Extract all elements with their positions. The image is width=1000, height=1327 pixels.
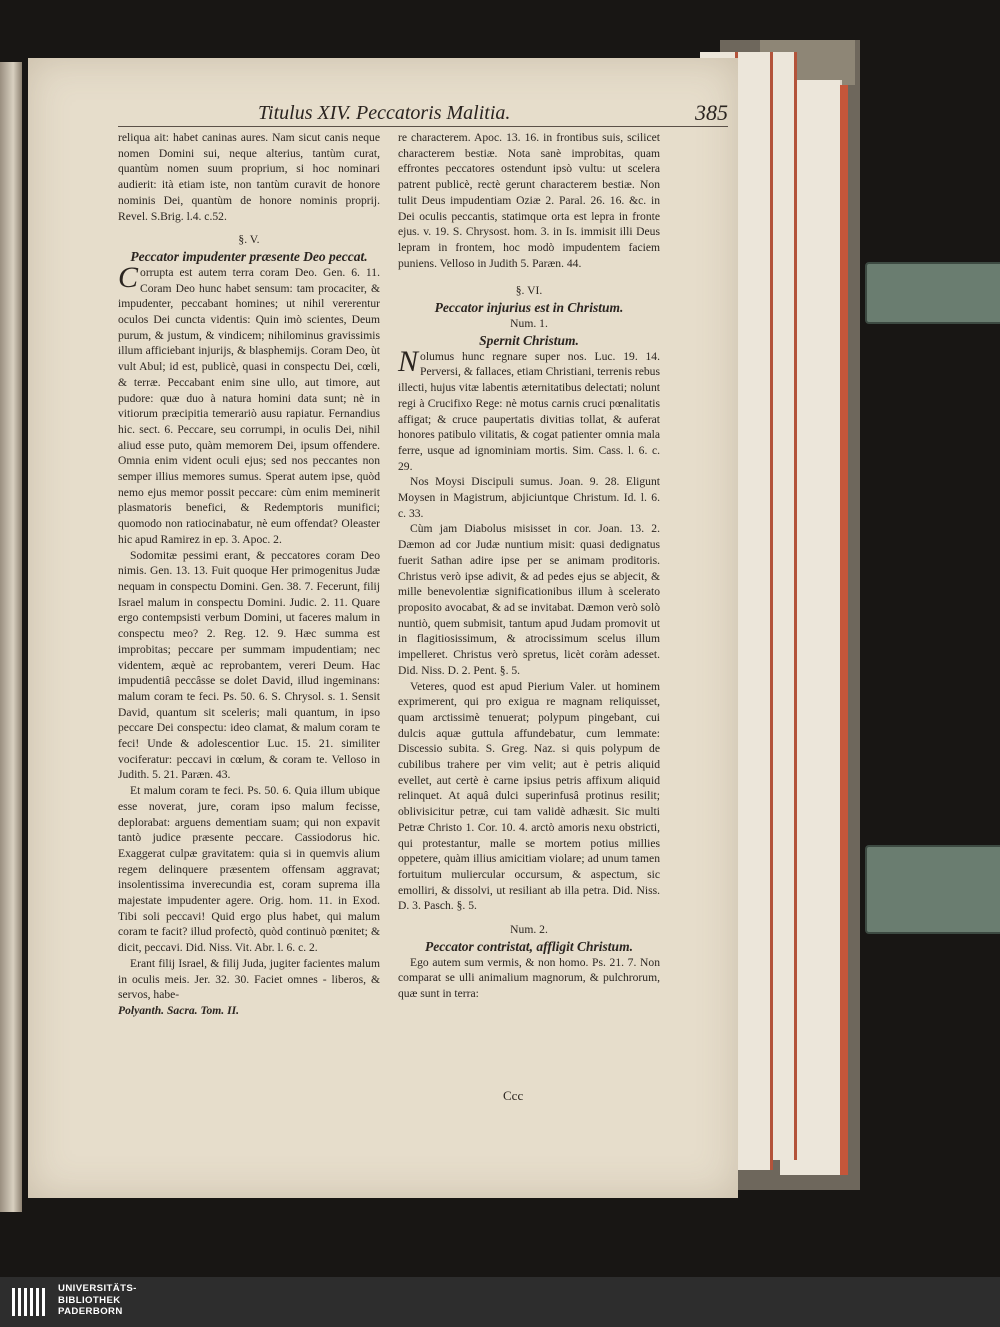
paragraph: reliqua ait: habet caninas aures. Nam sicut canis neque nomen Domini sui, neque alterius, tantùm curat, quantùm nomen suum proprium, si hoc nominari audierit: ità etiam iste, non tantùm curavit de honore nominis Dei, quantùm de honore nominis proprij. Revel. S.Brig. l.4. c.52.: [118, 131, 380, 223]
paragraph: Ego autem sum vermis, & non homo. Ps. 21. 7. Non comparat se ulli animalium magnorum, & pulchrorum, quæ sunt in terra:: [398, 955, 660, 1001]
library-name-line: UNIVERSITÄTS-: [58, 1283, 137, 1294]
page-header: [258, 102, 728, 132]
page-edge-red: [840, 85, 848, 1175]
section-label: §. V.: [238, 233, 260, 247]
header-rule: [118, 126, 728, 127]
previous-page-edge: [0, 62, 22, 1212]
signature-mark: Polyanth. Sacra. Tom. II.: [118, 1003, 240, 1017]
paragraph: Cùm jam Diabolus misisset in cor. Joan. 13. 2. Dæmon ad cor Judæ nuntium misit: quasi dedignatus fuerit Sathan adire ipse per se animam proditoris. Christus verò ipse adivit, & ad pedes ejus se abjecit, & mille benevolentiæ significationibus illum à scelerato proposito avocabat, & ad se invitabat. Dæmon verò solò nuntiò, quem submisit, tantum apud Judam promovit ut in flagitiosissimum, & atrocissimum scelus illum impelleret. Christus verò spretus, licèt coràm adesset. Did. Niss. D. 2. Pent. §. 5.: [398, 522, 660, 677]
section-label: §. VI.: [515, 284, 543, 298]
right-column: [398, 130, 660, 1002]
subsection-title: Spernit Christum.: [479, 332, 579, 348]
number-label: Num. 1.: [510, 317, 548, 331]
paragraph: Veteres, quod est apud Pierium Valer. ut hominem exprimerent, qui pro exigua re magnam reliquisset, quam arctissimè tenuerat; polypum pingebant, cui dulcis aquæ guttula affundebatur, cum lemmate: Discessio subita. S. Greg. Naz. si quis polypum de cubilibus trahere per vim velit; aut è petris aliquid evellet, aut certè è carne ipsius petris affixum aliquid relinquet. At aquâ dulci superinfusâ protinus resilit; oblivisicitur petræ, cui tam validè adhæsit. Sic multi Petræ Christo 1. Cor. 10. 4. arctò amoris nexu obstricti, qui protestantur, malle se mortem potius millies oppetere, quàm illius amicitiam violare; ad unum tamen fortuitum muliercular occursum, & aspectum, sic emolliri, & dissolvi, ut resiliant ab illa petra. Did. Niss. D. 3. Pasch. §. 5.: [398, 679, 660, 913]
section-title: Peccator injurius est in Christum.: [434, 300, 624, 316]
section-title: Peccator impudenter præsente Deo peccat.: [130, 248, 368, 264]
page-number: 385: [695, 100, 728, 125]
library-footer: [0, 1277, 1000, 1327]
paragraph: Erant filij Israel, & filij Juda, jugiter facientes malum in oculis meis. Jer. 32. 30. Faciet omnes - liberos, & servos, habe-: [118, 956, 380, 1002]
paragraph: Nos Moysi Discipuli sumus. Joan. 9. 28. Eligunt Moysen in Magistrum, abjiciuntque Christum. Id. l. 6. c. 33.: [398, 475, 660, 520]
metal-clasp-upper: [865, 262, 1000, 324]
book-page: [28, 58, 738, 1198]
library-name-line: PADERBORN: [58, 1306, 123, 1318]
library-logo-icon: [12, 1287, 48, 1317]
paragraph: re characterem. Apoc. 13. 16. in frontibus suis, scilicet characterem bestiæ. Nota sanè improbitas, quam effrontes peccatores ostendunt ipsò vultu: ut scelera patrent publicè, rectè gerunt characterem bestiæ. Non tulit Deus impudentiam Oziæ 2. Paral. 26. 16. &c. in Dei oculis peccantis, statimque orta est lepra in fronte ejus. v. 19. S. Chrysost. hom. 3. in Is. immisit illi Deus lepram in frontem, hoc modò impudentem faciem puniens. Velloso in Judith 5. Paræn. 44.: [398, 131, 660, 270]
drop-initial: C: [118, 260, 139, 294]
subsection-title: Peccator contristat, affligit Christum.: [425, 938, 633, 954]
left-column: [118, 130, 380, 1019]
metal-clasp-lower: [865, 845, 1000, 934]
number-label: Num. 2.: [510, 923, 548, 937]
library-name-line: BIBLIOTHEK: [58, 1294, 121, 1306]
library-name: [58, 1283, 137, 1318]
paragraph-text: olumus hunc regnare super nos. Luc. 19. 14. Perversi, & fallaces, etiam Christiani, terrenis rebus illecti, hujus vitæ labentis æternitatibus delectati; nolunt regi à Crucifixo Rege: nè motus carnis cruci pœnalitatis affigat; & cruce paupertatis divitias tollat, & auferat honores patibulo vilitatis, & cogat patienter omnia mala ferre, usque ad ignominiam mortis. Sim. Cass. l. 6. c. 29.: [398, 349, 660, 473]
running-title: Titulus XIV. Peccatoris Malitia.: [258, 102, 511, 124]
drop-initial: N: [398, 344, 419, 378]
paragraph: [398, 344, 660, 475]
paragraph: Sodomitæ pessimi erant, & peccatores coram Deo nimis. Gen. 13. 13. Fuit quoque Her primogenitus Judæ nequam in conspectu Domini. Gen. 38. 7. Fecerunt, filij Israel malum in conspectu Domini. Judic. 2. 11. Quare ergo contempsisti verbum Domini, ut faceres malum in conspectu meo? 2. Reg. 12. 9. Hæc summa est improbitas; peccare per summam impudentiam; nec videntem, æquè ac reprobantem, vereri Deum. Hac impudentiâ peccâsse se dolet David, illud ingeminans: malum coram te feci. Ps. 50. 6. S. Chrysol. s. 1. Sensit David, quantum sit sceleris; mali quantum, in ipso peccare Dei conspectu: ideo clamat, & malum coram te feci! Unde & adolescentior Luc. 15. 21. similiter vociferatur: peccavi in cœlum, & coram te. Velloso in Judith. 5. 21. Paræn. 43.: [118, 548, 380, 782]
paragraph: Et malum coram te feci. Ps. 50. 6. Quia illum ubique esse noverat, jure, coram ipso malum fecisse, deplorabat: arguens dementiam suam; qui non expavit tantò judice præsente peccare. Cassiodorus hic. Exaggerat culpæ gravitatem: quia si in quemvis alium regem delinquere præsentem offensam aggravat; insolentissima inverecundia est, coram suprema illa majestate impudenter agere. Orig. hom. 11. in Exod. Tibi soli peccavi! Quid ergo plus habet, qui malum coram te facit? illud profectò, quòd continuò pœnitet; & dicit, peccavi. Did. Niss. Vit. Abr. l. 6. c. 2.: [118, 784, 380, 955]
catchword: Ccc: [503, 1088, 524, 1103]
paragraph-text: orrupta est autem terra coram Deo. Gen. 6. 11. Coram Deo hunc habet sensum: tam procaciter, & impudenter, peccabant homines; ut nihil vererentur oculos Dei cuncta videntis: Quin imò scientes, Deum purum, & justum, & vindicem; nihilominus gravissimis illum afficiebant injurijs, & blasphemijs. Coram Deo, ùt vult Abul; id est, publicè, quasi in conspectu Dei, cœli, & terræ. Peccabant enim sine ullo, aut timore, aut pudore: quæ duo à natura homini data sunt; nè in vitiorum præcipitia temerariò ausu rapiatur. Fernandius hic. sect. 6. Peccare, seu corrumpi, in oculis Dei, nihil aliud esse puto, quàm memorem Dei, ipsum offendere. Omnia enim vident oculi ejus; sed nos peccantes non semper illius memores sumus. Sperat autem ipse, quòd nemo ejus memor possit peccare: cùm enim meminerit plasmatoris benefici, & Redemptoris munifici; quomodo non ratiocinabatur, nè eum offendat? Oleaster hic apud Ramirez in ep. 3. Apoc. 2.: [118, 265, 380, 546]
paragraph: [118, 260, 380, 548]
